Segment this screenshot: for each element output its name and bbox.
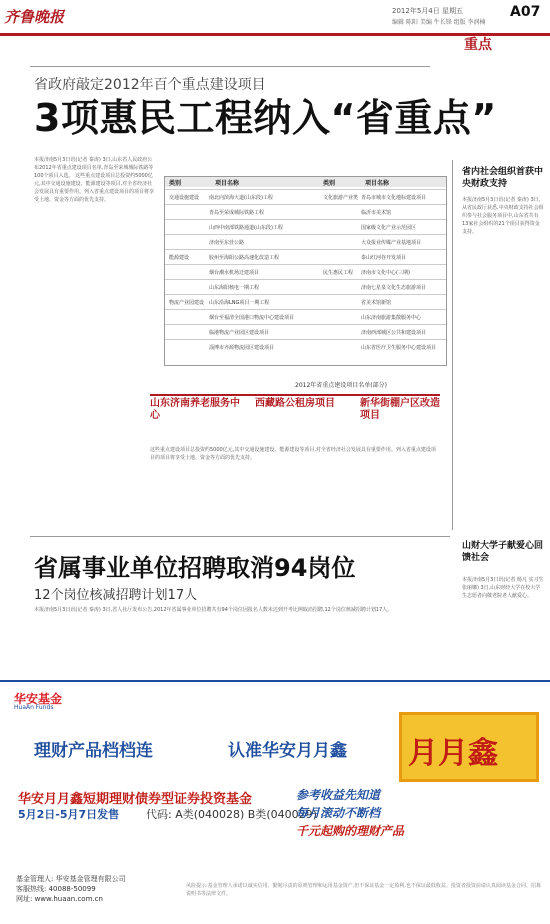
table-cell: 济南市文化中心(三期) [361, 270, 410, 276]
table-cell: 山东海阳核电一期工程 [209, 285, 260, 291]
table-row [165, 309, 446, 324]
ad-product-name: 华安月月鑫短期理财债券型证券投资基金 [18, 792, 253, 807]
ad-website: 网址: www.huaan.com.cn [16, 895, 103, 903]
story1-body-column [34, 156, 154, 536]
page-number: A07 [510, 4, 541, 20]
table-row [165, 219, 446, 234]
table-cell: 济南至东营公路 [209, 240, 245, 246]
table-cell: 临沂市美术馆 [361, 210, 392, 216]
table-cell: 济南西部城区公共和建设项目 [361, 330, 427, 336]
newspaper-logo: 齐鲁晚报 [4, 8, 65, 26]
ad-badge: 月月鑫 [408, 736, 498, 771]
table-cell: 淄博市齐源物流园区建设项目 [209, 345, 275, 351]
subhead-renovation: 新华街棚户区改造项目 [360, 398, 440, 421]
table-cell: 山东省医疗卫生服务中心建设项目 [361, 345, 437, 351]
story1-body: 这些重点建设项目总投资约5000亿元,其中交通设施建设、能源建设等项目,对全省经济社会发展具有重要作用。列入省重点建设项目的项目将享受土地、资金等方面的优先支持。 [34, 173, 154, 203]
table-cell: 青岛至荣成城际铁路工程 [209, 210, 265, 216]
table-cell: 山东沿海LNG项目一期工程 [209, 300, 270, 306]
table-row [165, 249, 446, 264]
ad-bullet-2: 每月滚动不断档 [296, 806, 381, 820]
table-cell: 山西中南部铁路通道(山东段)工程 [209, 225, 283, 231]
ad-risk-disclaimer: 风险提示:基金管理人承诺以诚实信用、勤勉尽责的原则管理和运用基金资产,但不保证基金一定盈利,也不保证最低收益。投资者投资前请认真阅读基金合同、招募说明书等法律文件。 [186, 883, 541, 897]
ad-manager: 基金管理人: 华安基金管理有限公司 [16, 875, 126, 883]
story1-lead: 本报济南5月3日讯(记者 秦涛) 3日,山东省人民政府公布2012年省重点建设项目名单,青岛至荣城城际铁路等100个项目入选。 [34, 157, 154, 179]
table-row [165, 324, 446, 339]
ad-footer [16, 874, 126, 904]
sidebar-title-2: 山财大学子献爱心回馈社会 [462, 541, 544, 563]
table-cell: 烟台潮水机场迁建项目 [209, 270, 260, 276]
ad-fund-codes: 代码: A类(040028) B类(040029) [146, 808, 317, 821]
table-row [165, 234, 446, 249]
project-table [164, 176, 447, 366]
table-row [165, 189, 446, 204]
advertiser-logo-en: HuaAn Funds [14, 704, 54, 711]
table-cell: 泰山红河谷开发项目 [361, 255, 407, 261]
subhead-housing: 西藏路公租房项目 [255, 398, 335, 409]
story2-body: 本报济南5月3日讯(记者 秦涛) 3日,省人社厅发布公告,2012年省属事业单位招聘共有94个岗位因报名人数未达到开考比例取消招聘,12个岗位核减招聘计划17人。 [34, 607, 393, 613]
table-row [165, 294, 446, 309]
table-cell: 胶州至海阳公路高速化改造工程 [209, 255, 280, 261]
advertiser-logo: 华安基金 [14, 692, 63, 706]
table-cell: 南北向滨海大道(山东段)工程 [209, 195, 273, 201]
story1-kicker: 省政府敲定2012年百个重点建设项目 [34, 77, 266, 93]
table-cell: 交通设施建设 [169, 195, 200, 201]
table-row [165, 204, 446, 219]
table-row [165, 264, 446, 279]
table-cell: 青岛市城市文化地标建设项目 [361, 195, 427, 201]
sidebar-text-2: 本报济南5月3日讯(记者 杨凡 实习生 张丽娜) 3日,山东财经大学在校大学生志愿者向敬老院老人献爱心。 [462, 577, 544, 599]
divider [30, 536, 450, 537]
story2-headline: 省属事业单位招聘取消94岗位 [34, 554, 356, 582]
ad-slogan-2: 认准华安月月鑫 [228, 741, 347, 761]
table-cell: 烟台至福清全国港口物流中心建设项目 [209, 315, 295, 321]
table-cell: 大众报业传媒产业基地项目 [361, 240, 422, 246]
editor-credits: 编辑 陈阳 美编 牛长锋 组版 李润楠 [392, 19, 486, 26]
story1-headline: 3项惠民工程纳入“省重点” [34, 96, 497, 140]
table-cell: 山东济南旅游集散服务中心 [361, 315, 422, 321]
subhead-body: 这些重点建设项目总投资约5000亿元,其中交通设施建设、能源建设等项目,对全省经济社会发展具有重要作用。列入省重点建设项目的项目将享受土地、资金等方面的优先支持。 [150, 447, 436, 461]
table-header: 类别 项目名称 类别 项目名称 [165, 177, 446, 187]
ad-sale-dates: 5月2日-5月7日发售 [18, 808, 120, 821]
issue-date: 2012年5月4日 星期五 [392, 7, 463, 15]
column-divider [452, 160, 453, 530]
table-row [165, 279, 446, 294]
table-cell: 济南七星泉文化生态旅游项目 [361, 285, 427, 291]
table-cell: 省美术馆新馆 [361, 300, 392, 306]
ad-slogan-1: 理财产品档档连 [34, 741, 153, 761]
sidebar-text-1: 本报济南5月3日讯(记者 秦涛) 3日,从省民政厅获悉,中央财政支持社会组织参与社会服务项目中,山东省共有13家社会组织的21个项目获得资金支持。 [462, 197, 544, 235]
table-cell: 临港物流产业园区建设项目 [209, 330, 270, 336]
table-cell: 国家级文化产业示范园区 [361, 225, 417, 231]
sidebar-title-1: 省内社会组织首获中央财政支持 [462, 167, 544, 189]
ad-bullet-1: 参考收益先知道 [296, 788, 381, 802]
subhead-eldercare: 山东济南养老服务中心 [150, 398, 240, 421]
ad-bullet-3: 千元起购的理财产品 [296, 824, 405, 838]
story2-subhead: 12个岗位核减招聘计划17人 [34, 588, 198, 603]
divider [30, 66, 430, 67]
ad-hotline: 客服热线: 40088-50099 [16, 885, 96, 893]
section-label: 重点 [464, 37, 492, 53]
table-cell: 文化旅游产业类 [323, 195, 359, 201]
table-cell: 能源建设 [169, 255, 190, 261]
table-row [165, 339, 446, 354]
table-caption: 2012年省重点建设项目名单(部分) [295, 382, 387, 389]
table-cell: 民生惠民工程 [323, 270, 354, 276]
table-cell: 物流产业园建设 [169, 300, 205, 306]
